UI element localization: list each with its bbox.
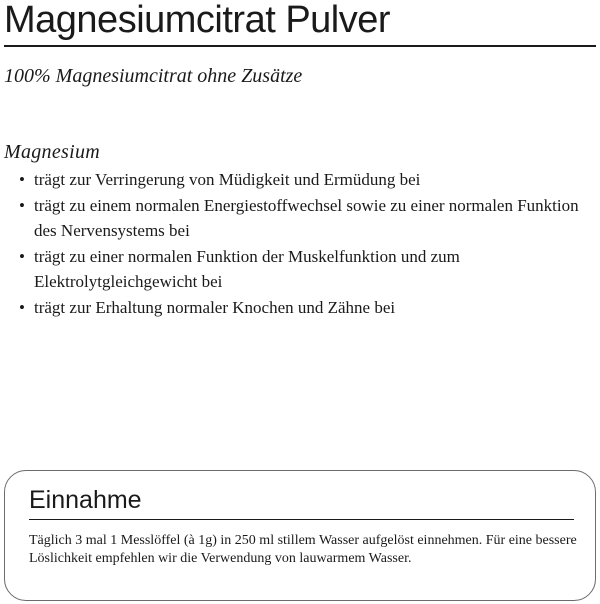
intake-text: Täglich 3 mal 1 Messlöffel (à 1g) in 250 ml stillem Wasser aufgelöst einnehmen. Für eine bessere Löslichkeit empfehlen wir die Verwendung von lauwarmem Wasser. [29,533,577,566]
bullet-icon: • [19,170,25,189]
benefits-heading: Magnesium [4,141,101,163]
intake-title: Einnahme [29,486,142,514]
bullet-icon: • [19,297,25,317]
benefit-text: trägt zu einem normalen Energiestoffwechsel sowie zu einer normalen Funktion des Nervensystems bei [34,195,579,240]
list-item [4,295,584,321]
bullet-icon: • [19,195,25,215]
page-title: Magnesiumcitrat Pulver [4,0,391,41]
bullet-icon: • [19,246,25,266]
list-item [4,167,584,193]
title-divider [4,45,596,47]
benefit-text: trägt zur Erhaltung normaler Knochen und Zähne bei [34,297,396,317]
benefit-text: trägt zur Verringerung von Müdigkeit und Ermüdung bei [34,170,421,189]
benefits-list [4,167,584,320]
intake-divider [29,519,574,520]
intake-box [4,470,596,601]
list-item [4,244,584,295]
product-subtitle: 100% Magnesiumcitrat ohne Zusätze [4,65,303,87]
list-item [4,193,584,244]
benefit-text: trägt zu einer normalen Funktion der Muskelfunktion und zum Elektrolytgleichgewicht bei [34,246,460,291]
